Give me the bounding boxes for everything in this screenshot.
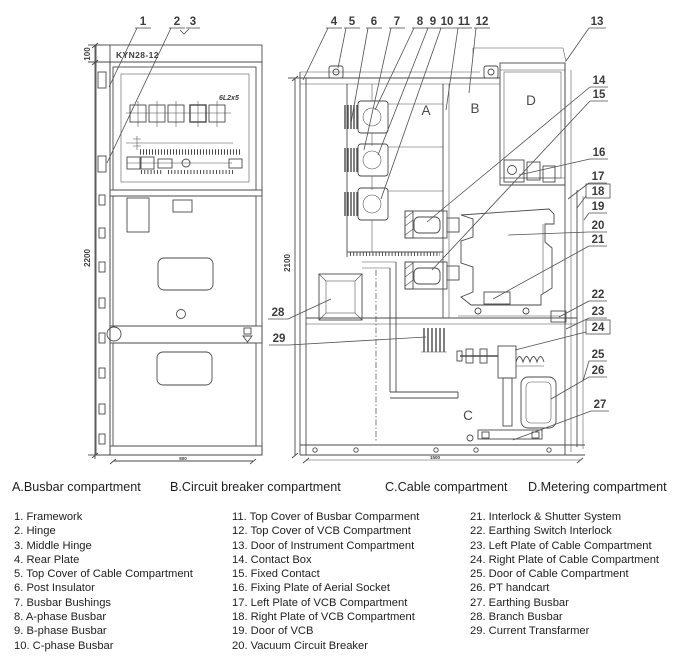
callout-11: 11	[457, 16, 471, 28]
compartment-letter-D: D	[526, 93, 536, 108]
legend-item-20: 20. Vacuum Circuit Breaker	[232, 639, 368, 652]
callout-12: 12	[475, 16, 489, 28]
side-view	[283, 45, 585, 463]
callout-15: 15	[592, 89, 606, 101]
parts-list-column-1	[14, 510, 193, 653]
legend-item-21: 21. Interlock & Shutter System	[470, 511, 622, 523]
legend-item-22: 22. Earthing Switch Interlock	[470, 525, 612, 538]
legend-item-4: 4. Rear Plate	[14, 553, 80, 566]
meter-model-label: 6L2x5	[219, 95, 239, 102]
legend-item-2: 2. Hinge	[14, 525, 56, 538]
callout-4: 4	[330, 16, 338, 28]
dim-front-width: 800	[179, 456, 187, 461]
callout-1: 1	[139, 16, 147, 28]
dim-top-height: 100	[83, 47, 92, 61]
compartment-legend-a: A.Busbar compartment	[12, 480, 141, 494]
legend-item-11: 11. Top Cover of Busbar Comparment	[232, 511, 420, 523]
legend-item-28: 28. Branch Busbar	[470, 611, 563, 624]
compartment-letter-A: A	[421, 103, 431, 118]
parts-list-column-2	[232, 510, 419, 653]
callout-5: 5	[348, 16, 356, 28]
legend-item-15: 15. Fixed Contact	[232, 568, 320, 581]
legend-item-23: 23. Left Plate of Cable Compartment	[470, 539, 652, 552]
legend-item-8: 8. A-phase Busbar	[14, 611, 107, 624]
callout-10: 10	[440, 16, 454, 28]
legend-item-3: 3. Middle Hinge	[14, 539, 92, 552]
legend-item-14: 14. Contact Box	[232, 553, 312, 566]
legend-item-29: 29. Current Transfarmer	[470, 625, 590, 638]
dim-side-height: 2100	[283, 254, 292, 272]
callout-17: 17	[591, 171, 605, 183]
callout-22: 22	[591, 289, 605, 301]
callout-21: 21	[591, 234, 605, 246]
callout-28: 28	[271, 307, 285, 319]
callout-25: 25	[591, 349, 605, 361]
callout-14: 14	[592, 75, 606, 87]
callout-27: 27	[593, 399, 607, 411]
legend-item-16: 16. Fixing Plate of Aerial Socket	[232, 582, 390, 595]
callout-13: 13	[590, 16, 604, 28]
callout-7: 7	[393, 16, 401, 28]
dim-total-height: 2200	[83, 249, 92, 267]
callout-16: 16	[592, 147, 606, 159]
compartment-legend-d: D.Metering compartment	[528, 480, 667, 494]
callout-26: 26	[591, 365, 605, 377]
legend-item-9: 9. B-phase Busbar	[14, 625, 107, 638]
callout-18: 18	[591, 186, 605, 198]
legend-item-12: 12. Top Cover of VCB Compartment	[232, 525, 411, 538]
legend-item-17: 17. Left Plate of VCB Compartment	[232, 596, 408, 609]
callout-labels	[107, 16, 610, 440]
callout-2: 2	[173, 16, 181, 28]
legend-item-10: 10. C-phase Busbar	[14, 639, 114, 652]
legend-item-5: 5. Top Cover of Cable Compartment	[14, 568, 193, 581]
callout-29: 29	[272, 333, 286, 345]
compartment-legend-b: B.Circuit breaker compartment	[170, 480, 341, 494]
parts-list-column-3	[470, 510, 659, 639]
legend-item-18: 18. Right Plate of VCB Compartment	[232, 611, 415, 624]
legend-item-1: 1. Framework	[14, 511, 83, 523]
callout-23: 23	[591, 306, 605, 318]
callout-8: 8	[416, 16, 424, 28]
legend-item-7: 7. Busbar Bushings	[14, 596, 112, 609]
callout-6: 6	[370, 16, 378, 28]
compartment-letter-B: B	[470, 101, 480, 116]
legend-item-19: 19. Door of VCB	[232, 625, 314, 638]
legend-item-6: 6. Post Insulator	[14, 582, 95, 595]
callout-3: 3	[189, 16, 197, 28]
model-label: KYN28-12	[116, 50, 159, 60]
legend-item-25: 25. Door of Cable Compartment	[470, 568, 629, 581]
legend-item-13: 13. Door of Instrument Compartment	[232, 539, 415, 552]
callout-20: 20	[591, 220, 605, 232]
legend-item-27: 27. Earthing Busbar	[470, 596, 569, 609]
callout-9: 9	[429, 16, 437, 28]
legend-item-24: 24. Right Plate of Cable Compartment	[470, 553, 660, 566]
callout-19: 19	[591, 201, 605, 213]
compartment-legend-c: C.Cable compartment	[385, 480, 508, 494]
compartment-letter-C: C	[463, 408, 473, 423]
callout-24: 24	[591, 322, 605, 334]
legend-item-26: 26. PT handcart	[470, 582, 550, 595]
front-view	[83, 43, 262, 464]
dim-side-depth: 1500	[429, 455, 441, 460]
